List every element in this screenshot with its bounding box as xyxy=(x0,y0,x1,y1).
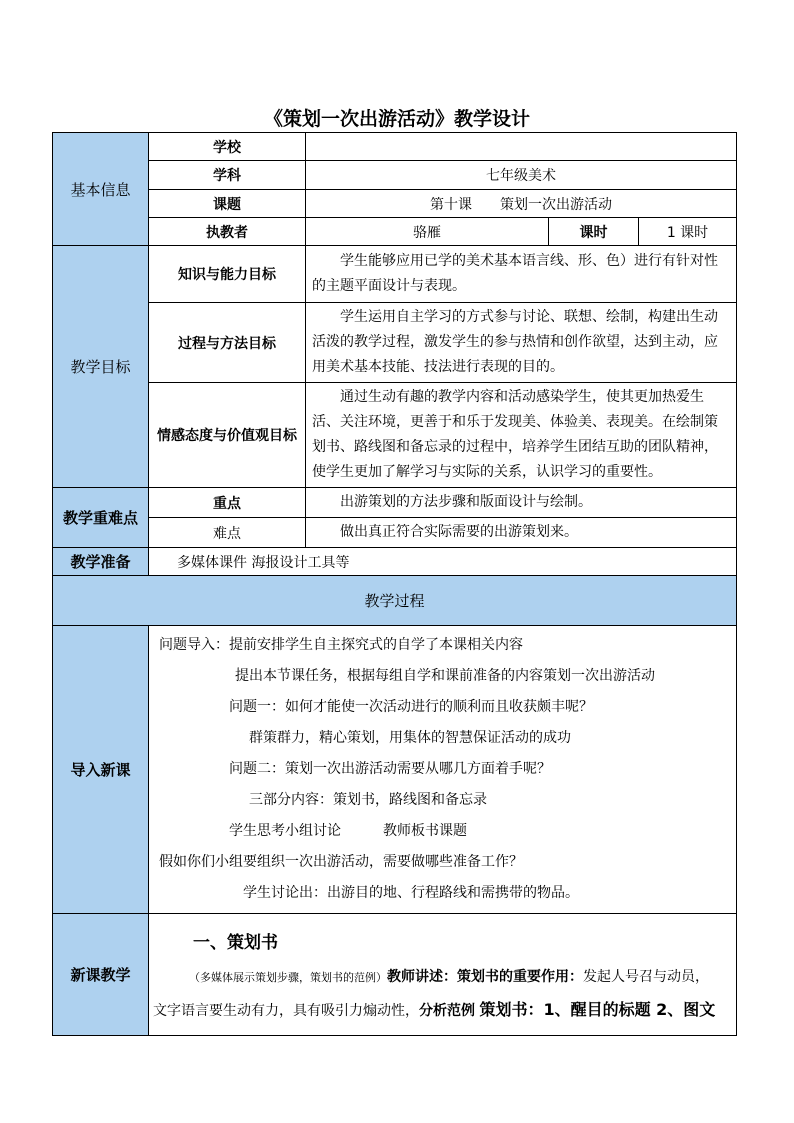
hard-point-text: 做出真正符合实际需要的出游策划来。 xyxy=(306,518,737,548)
section-heading: 一、策划书 xyxy=(193,933,278,953)
process-goal-text: 学生运用自主学习的方式参与讨论、联想、绘制，构建出生动活泼的教学过程，激发学生的参与热情和创作欲望，达到主动，应用美术基本技能、技法进行表现的目的。 xyxy=(306,303,737,383)
line1-rest: 发起人号召与动员， xyxy=(583,969,709,985)
teacher-value: 骆雁 xyxy=(306,218,549,246)
subject-value: 七年级美术 xyxy=(306,161,737,190)
lesson-plan-table xyxy=(52,132,737,1036)
multimedia-note: （多媒体展示策划步骤，策划书的范例） xyxy=(189,971,387,984)
knowledge-goal-label: 知识与能力目标 xyxy=(149,246,306,303)
knowledge-goal-text: 学生能够应用已学的美术基本语言线、形、色）进行有针对性的主题平面设计与表现。 xyxy=(306,246,737,303)
subject-label: 学科 xyxy=(149,161,306,190)
key-point-label: 重点 xyxy=(149,488,306,518)
line2-end: 策划书：1、醒目的标题 2、图文 xyxy=(479,1000,716,1019)
teacher-label: 执教者 xyxy=(149,218,306,246)
prep-label: 教学准备 xyxy=(53,548,149,576)
topic-value: 第十课 策划一次出游活动 xyxy=(306,190,737,218)
basic-info-label: 基本信息 xyxy=(53,133,149,246)
teacher-says: 教师讲述： xyxy=(387,969,457,985)
prep-text: 多媒体课件 海报设计工具等 xyxy=(149,548,737,576)
intro-content xyxy=(149,626,737,914)
keypoints-label: 教学重难点 xyxy=(53,488,149,548)
school-label: 学校 xyxy=(149,133,306,161)
intro-line: 提出本节课任务，根据每组自学和课前准备的内容策划一次出游活动 xyxy=(235,668,655,684)
intro-label: 导入新课 xyxy=(53,626,149,914)
intro-line: 学生思考小组讨论 教师板书课题 xyxy=(229,823,467,839)
intro-line: 问题二：策划一次出游活动需要从哪几方面着手呢？ xyxy=(229,761,551,777)
intro-line: 三部分内容：策划书，路线图和备忘录 xyxy=(249,792,487,808)
document-title: 《策划一次出游活动》教学设计 xyxy=(263,108,530,130)
new-lesson-content xyxy=(149,914,737,1036)
process-header: 教学过程 xyxy=(53,576,737,626)
new-lesson-label: 新课教学 xyxy=(53,914,149,1036)
line2-start: 文字语言要生动有力，具有吸引力煽动性， xyxy=(153,1003,419,1019)
hard-point-label: 难点 xyxy=(149,518,306,548)
emotion-goal-label: 情感态度与价值观目标 xyxy=(149,383,306,488)
intro-line: 假如你们小组要组织一次出游活动，需要做哪些准备工作？ xyxy=(159,854,523,870)
intro-line: 学生讨论出：出游目的地、行程路线和需携带的物品。 xyxy=(243,885,579,901)
intro-line: 问题一：如何才能使一次活动进行的顺利而且收获颇丰呢？ xyxy=(229,699,593,715)
school-value xyxy=(306,133,737,161)
intro-line: 问题导入：提前安排学生自主探究式的自学了本课相关内容 xyxy=(159,637,523,653)
hours-label: 课时 xyxy=(549,218,639,246)
intro-line: 群策群力，精心策划，用集体的智慧保证活动的成功 xyxy=(249,730,571,746)
hours-value: 1 课时 xyxy=(639,218,737,246)
importance-label: 策划书的重要作用： xyxy=(457,969,583,985)
key-point-text: 出游策划的方法步骤和版面设计与绘制。 xyxy=(306,488,737,518)
emotion-goal-text: 通过生动有趣的教学内容和活动感染学生，使其更加热爱生活、关注环境，更善于和乐于发现美、体验美、表现美。在绘制策划书、路线图和备忘录的过程中，培养学生团结互助的团队精神，使学生更加了解学习与实际的关系，认识学习的重要性。 xyxy=(306,383,737,488)
topic-label: 课题 xyxy=(149,190,306,218)
analysis-label: 分析范例 xyxy=(419,1003,475,1019)
process-goal-label: 过程与方法目标 xyxy=(149,303,306,383)
goals-label: 教学目标 xyxy=(53,246,149,488)
